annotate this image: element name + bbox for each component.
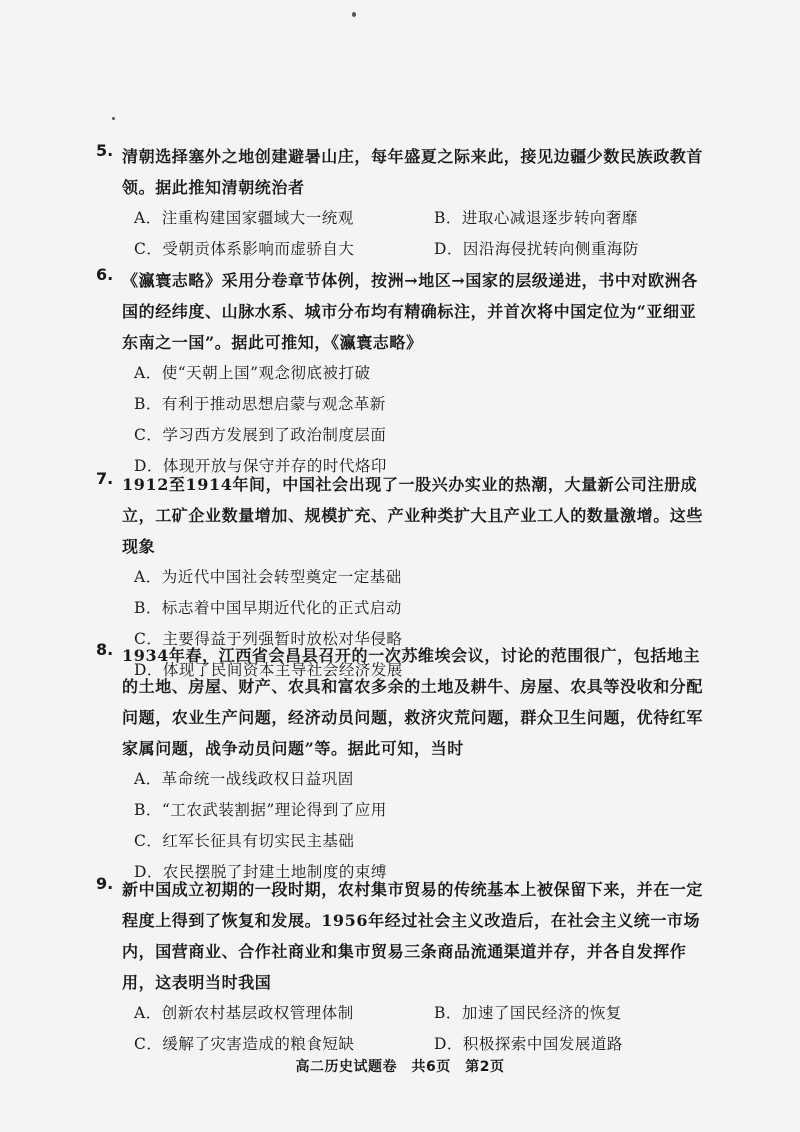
option-a[interactable]: A．革命统一战线政权日益巩固 xyxy=(134,770,354,788)
question-number: 6. xyxy=(96,265,114,284)
question-stem: 新中国成立初期的一段时期，农村集市贸易的传统基本上被保留下来，并在一定程度上得到了恢复和发展。1956年经过社会主义改造后，在社会主义统一市场内，国营商业、合作社商业和集市贸易三条商品流通渠道并存，并各自发挥作用，这表明当时我国 xyxy=(122,880,704,992)
option-a[interactable]: A．创新农村基层政权管理体制 xyxy=(134,1004,354,1022)
option-a[interactable]: A．为近代中国社会转型奠定一定基础 xyxy=(134,568,402,586)
question-6 xyxy=(96,265,706,482)
options-list xyxy=(134,764,706,888)
option-c[interactable]: C．主要得益于列强暂时放松对华侵略 xyxy=(134,630,403,648)
question-stem: 《瀛寰志略》采用分卷章节体例，按洲→地区→国家的层级递进，书中对欧洲各国的经纬度、山脉水系、城市分布均有精确标注，并首次将中国定位为“亚细亚东南之一国”。据此可推知，《瀛寰志略》 xyxy=(122,271,698,352)
question-8 xyxy=(96,640,706,888)
option-b[interactable]: B．有利于推动思想启蒙与观念革新 xyxy=(134,395,386,413)
option-c[interactable]: C．学习西方发展到了政治制度层面 xyxy=(134,426,387,444)
option-d[interactable]: D．体现开放与保守并存的时代烙印 xyxy=(134,457,387,475)
options-list xyxy=(134,998,706,1060)
scan-speck xyxy=(112,117,115,120)
question-stem: 1934年春，江西省会昌县召开的一次苏维埃会议，讨论的范围很广，包括地主的土地、房屋、财产、农具和富农多余的土地及耕牛、房屋、农具等没收和分配问题，农业生产问题，经济动员问题，救济灾荒问题，群众卫生问题，优待红军家属问题，战争动员问题”等。据此可知，当时 xyxy=(122,646,704,758)
question-number: 8. xyxy=(96,640,114,659)
question-5 xyxy=(96,141,706,265)
question-stem: 清朝选择塞外之地创建避暑山庄，每年盛夏之际来此，接见边疆少数民族政教首领。据此推知清朝统治者 xyxy=(122,147,704,197)
option-d[interactable]: D．积极探索中国发展道路 xyxy=(434,1035,623,1053)
option-b[interactable]: B．“工农武装割据”理论得到了应用 xyxy=(134,801,387,819)
question-number: 7. xyxy=(96,469,114,488)
question-number: 5. xyxy=(96,141,114,160)
page-footer: 高二历史试题卷 共6页 第2页 xyxy=(295,1059,505,1075)
option-d[interactable]: D．体现了民间资本主导社会经济发展 xyxy=(134,661,403,679)
option-c[interactable]: C．缓解了灾害造成的粮食短缺 xyxy=(134,1035,355,1053)
option-c[interactable]: C．受朝贡体系影响而虚骄自大 xyxy=(134,240,355,258)
option-d[interactable]: D．农民摆脱了封建土地制度的束缚 xyxy=(134,863,387,881)
options-list xyxy=(134,203,706,265)
option-c[interactable]: C．红军长征具有切实民主基础 xyxy=(134,832,355,850)
option-b[interactable]: B．加速了国民经济的恢复 xyxy=(434,1004,622,1022)
options-list xyxy=(134,358,706,482)
option-d[interactable]: D．因沿海侵扰转向侧重海防 xyxy=(434,240,639,258)
question-9 xyxy=(96,874,706,1060)
question-stem: 1912至1914年间，中国社会出现了一股兴办实业的热潮，大量新公司注册成立，工矿企业数量增加、规模扩充、产业种类扩大且产业工人的数量激增。这些现象 xyxy=(122,475,704,556)
option-b[interactable]: B．标志着中国早期近代化的正式启动 xyxy=(134,599,402,617)
option-b[interactable]: B．进取心减退逐步转向奢靡 xyxy=(434,209,638,227)
question-number: 9. xyxy=(96,874,114,893)
option-a[interactable]: A．注重构建国家疆域大一统观 xyxy=(134,209,354,227)
option-a[interactable]: A．使“天朝上国”观念彻底被打破 xyxy=(134,364,371,382)
scan-speck xyxy=(352,12,356,17)
